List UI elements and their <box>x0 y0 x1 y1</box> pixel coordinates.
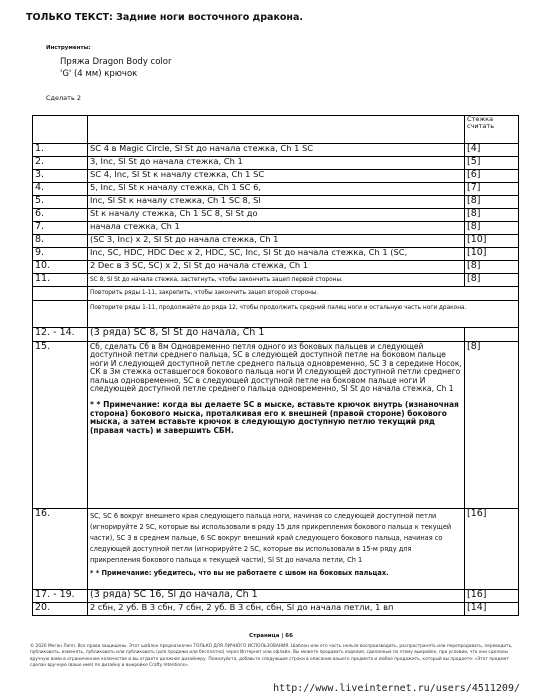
table-row: 8. (SC 3, Inc) x 2, Sl St до начала стежка, Ch 1 [10] <box>33 235 519 248</box>
table-row: 2. 3, Inc, Sl St до начала стежка, Ch 1 [5] <box>33 157 519 170</box>
table-header-row <box>33 116 519 144</box>
page-number: Страница | 66 <box>249 633 293 639</box>
row-16-note: * * Примечание: убедитесь, что вы не работаете с швом на боковых пальцах. <box>90 569 389 578</box>
watermark-url: http://www.liveinternet.ru/users/4511209/ <box>273 683 520 694</box>
table-row: 20. 2 сбн, 2 уб. В 3 сбн, 7 сбн, 2 уб. В 3 сбн, сбн, Sl до начала петли, 1 вп [14] <box>33 603 519 616</box>
table-row: 9. Inc, SC, HDC, HDC Dec x 2, HDC, SC, Inc, Sl St до начала стежка, Ch 1 (SC, [10] <box>33 248 519 261</box>
tools-heading: Инструменты: <box>46 45 91 51</box>
copyright-notice: © 2020 Меган Лапп. Все права защищены. Этот шаблон предназначен ТОЛЬКО ДЛЯ ЛИЧНОГО ИСПОЛЬЗОВАНИЯ. Шаблон или его часть нельзя воспроизводить, распространять или перепродавать, переводить, публиковать, изменять, публиковать или публиковать (для продажи или бесплатно) через Интернет или офлайн. Вы можете продавать изделия, сделанные по этому выкройке, при условии, что они сделаны вручную вами в ограниченном количестве и вы отдаете должное дизайнеру. Пожалуйста, добавьте следующие строки в описание вашего предмета и любое продажить, который вы продаете: «Этот предмет сделан вручную (ваше имя) по дизайну и выкройке Crafty Intentions». <box>30 644 513 669</box>
table-row: 5. Inc, Sl St к началу стежка, Ch 1 SC 8, Sl [8] <box>33 196 519 209</box>
table-row: 1. SC 4 в Magic Circle, Sl St до начала стежка, Ch 1 SC [4] <box>33 144 519 157</box>
repeat-row: Повторите ряды 1-11, продолжайте до ряда 12, чтобы продолжить средний палец ноги и остальную часть ноги дракона. <box>33 301 519 328</box>
table-row: 10. 2 Dec в 3 SC, SC) x 2, Sl St до начала стежка, Ch 1 [8] <box>33 261 519 274</box>
page-title: ТОЛЬКО ТЕКСТ: Задние ноги восточного дракона. <box>26 12 304 23</box>
table-row: 15. Сб, сделать Сб в 8м Одновременно петля одного из боковых пальцев и следующей доступной петли среднего пальца, SC в следующей доступной петле на боковом пальце ноги И следующей доступной петле среднего пальца одновременно, SC 3 в середине Носок, СК в 3м стежка оставшегося бокового пальца ноги И следующей доступной петли среднего пальца одновременно, SC в следующей доступной петле на боковом пальце ноги И следующей доступной петле среднего пальца одновременно, Sl St до начала стежка, Ch 1 * * Примечание: когда вы делаете SC в мыске, вставьте крючок внутрь (изнаночная сторона) бокового мыска, проталкивая его к внешней (правой стороне) бокового мыска, а затем вставьте крючок в следующую доступную петлю текущий ряд (правая часть) и завершить СБН. [8] <box>33 342 519 509</box>
pattern-table <box>32 115 519 616</box>
tool-hook: 'G' (4 мм) крючок <box>60 69 138 79</box>
repeat-row: Повторить ряды 1-11, закрепить, чтобы закончить зацеп второй стороны. <box>33 287 519 301</box>
table-row: 12. - 14. (3 ряда) SC 8, Sl St до начала, Ch 1 <box>33 328 519 342</box>
table-row: 17. - 19. (3 ряда) SC 16, Sl до начала, Ch 1 [16] <box>33 590 519 603</box>
stitch-count-header: Стежка считать <box>465 116 519 144</box>
row-16-text: SC, SC 6 вокруг внешнего края следующего пальца ноги, начиная со следующей доступной петли (игнорируйте 2 SC, которые вы использовали в ряду 15 для прикрепления бокового пальца к текущей части), SC 3 в среднем пальце, 6 SC вокруг внешний край следующего бокового пальца, начиная со следующей доступной петли (игнорируйте 2 SC, которые вы использовали в 15-м ряду для прикрепления бокового пальца к текущей части), Sl St до начала петли, Ch 1 <box>90 512 452 564</box>
row-15-note: * * Примечание: когда вы делаете SC в мыске, вставьте крючок внутрь (изнаночная сторона) бокового мыска, проталкивая его к внешней (правой стороне) бокового мыска, а затем вставьте крючок в следующую доступную петлю текущий ряд (правая часть) и завершить СБН. <box>90 400 459 435</box>
table-row: 6. St к началу стежка, Ch 1 SC 8, Sl St до [8] <box>33 209 519 222</box>
table-row: 7. начала стежка, Ch 1 [8] <box>33 222 519 235</box>
tool-yarn: Пряжа Dragon Body color <box>60 57 172 67</box>
table-row: 11. SC 8, Sl St до начала стежка, застегнуть, чтобы закончить зацеп первой стороны. [8] <box>33 274 519 287</box>
make-count: Сделать 2 <box>46 94 81 102</box>
table-row: 3. SC 4, Inc, Sl St к началу стежка, Ch 1 SC [6] <box>33 170 519 183</box>
table-row: 16. SC, SC 6 вокруг внешнего края следующего пальца ноги, начиная со следующей доступной петли (игнорируйте 2 SC, которые вы использовали в ряду 15 для прикрепления бокового пальца к текущей части), SC 3 в среднем пальце, 6 SC вокруг внешний край следующего бокового пальца, начиная со следующей доступной петли (игнорируйте 2 SC, которые вы использовали в 15-м ряду для прикрепления бокового пальца к текущей части), Sl St до начала петли, Ch 1 * * Примечание: убедитесь, что вы не работаете с швом на боковых пальцах. [16] <box>33 509 519 590</box>
row-15-text: Сб, сделать Сб в 8м Одновременно петля одного из боковых пальцев и следующей доступной петли среднего пальца, SC в следующей доступной петле на боковом пальце ноги И следующей доступной петле среднего пальца одновременно, SC 3 в середине Носок, СК в 3м стежка оставшегося бокового пальца ноги И следующей доступной петли среднего пальца одновременно, SC в следующей доступной петле на боковом пальце ноги И следующей доступной петле среднего пальца одновременно, Sl St до начала стежка, Ch 1 <box>90 342 462 393</box>
table-row: 4. 5, Inc, Sl St к началу стежка, Ch 1 SC 6, [7] <box>33 183 519 196</box>
